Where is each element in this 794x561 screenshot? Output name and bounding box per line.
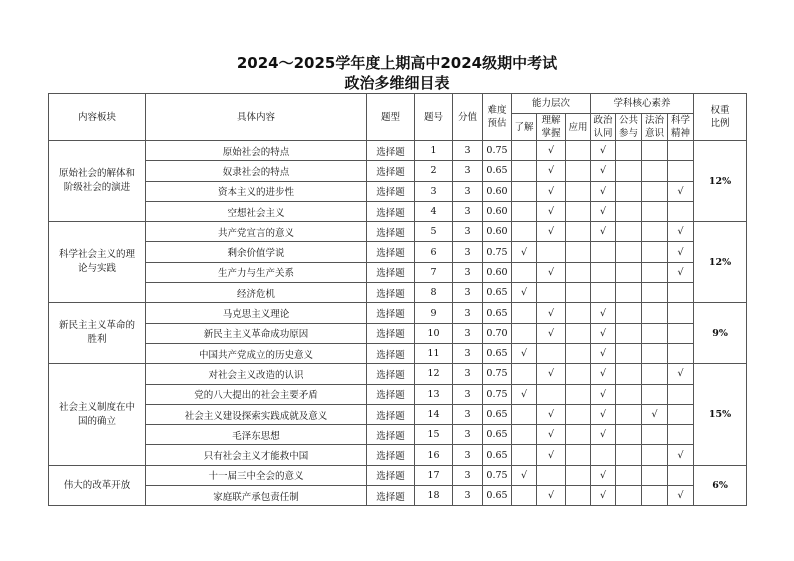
literacy-political-cell: √ (591, 343, 616, 363)
table-row (49, 384, 747, 404)
literacy-law-cell (642, 486, 668, 506)
table-row (49, 283, 747, 303)
table-row (49, 364, 747, 384)
score-cell: 3 (453, 303, 483, 323)
header-literacy-law (642, 114, 668, 141)
content-cell: 十一届三中全会的意义 (146, 465, 367, 485)
content-block-cell: 社会主义制度在中国的确立 (49, 364, 146, 465)
content-cell: 新民主主义革命成功原因 (146, 323, 367, 343)
question-type-cell: 选择题 (367, 404, 415, 424)
literacy-political-cell: √ (591, 404, 616, 424)
header-literacy-law-line1: 法治 (645, 115, 665, 126)
content-cell: 空想社会主义 (146, 201, 367, 221)
header-type: 题型 (367, 94, 415, 141)
literacy-law-cell (642, 262, 668, 282)
header-literacy: 学科核心素养 (591, 94, 694, 114)
ability-understand-cell (512, 364, 537, 384)
content-block-cell: 新民主主义革命的胜利 (49, 303, 146, 364)
ability-understand-cell: √ (512, 283, 537, 303)
ability-understand-cell (512, 222, 537, 242)
literacy-science-cell: √ (668, 262, 694, 282)
literacy-political-cell: √ (591, 323, 616, 343)
ability-understand-cell (512, 262, 537, 282)
header-difficulty-line1: 难度 (487, 105, 507, 116)
question-type-cell: 选择题 (367, 283, 415, 303)
ability-understand-cell (512, 161, 537, 181)
literacy-law-cell (642, 323, 668, 343)
difficulty-cell: 0.65 (483, 283, 512, 303)
question-number-cell: 14 (415, 404, 453, 424)
difficulty-cell: 0.60 (483, 222, 512, 242)
ability-apply-cell (566, 343, 591, 363)
question-type-cell: 选择题 (367, 141, 415, 161)
question-type-cell: 选择题 (367, 222, 415, 242)
literacy-law-cell (642, 425, 668, 445)
literacy-law-cell (642, 384, 668, 404)
table-row (49, 323, 747, 343)
table-row (49, 201, 747, 221)
difficulty-cell: 0.75 (483, 364, 512, 384)
score-cell: 3 (453, 201, 483, 221)
ability-understand-cell (512, 323, 537, 343)
difficulty-cell: 0.75 (483, 384, 512, 404)
header-ability-apply: 应用 (566, 114, 591, 141)
literacy-political-cell (591, 262, 616, 282)
content-block-cell: 原始社会的解体和阶级社会的演进 (49, 141, 146, 222)
difficulty-cell: 0.65 (483, 425, 512, 445)
content-cell: 只有社会主义才能救中国 (146, 445, 367, 465)
ability-comprehend-cell: √ (537, 323, 566, 343)
table-row (49, 425, 747, 445)
literacy-political-cell: √ (591, 161, 616, 181)
ability-apply-cell (566, 222, 591, 242)
header-literacy-public (616, 114, 642, 141)
question-type-cell: 选择题 (367, 465, 415, 485)
question-type-cell: 选择题 (367, 161, 415, 181)
literacy-public-cell (616, 364, 642, 384)
literacy-public-cell (616, 161, 642, 181)
content-cell: 原始社会的特点 (146, 141, 367, 161)
content-cell: 毛泽东思想 (146, 425, 367, 445)
literacy-law-cell (642, 222, 668, 242)
ability-understand-cell: √ (512, 242, 537, 262)
difficulty-cell: 0.60 (483, 262, 512, 282)
ability-understand-cell: √ (512, 343, 537, 363)
literacy-science-cell: √ (668, 445, 694, 465)
question-type-cell: 选择题 (367, 181, 415, 201)
ability-understand-cell (512, 201, 537, 221)
literacy-public-cell (616, 242, 642, 262)
question-type-cell: 选择题 (367, 242, 415, 262)
table-body (49, 141, 747, 506)
question-number-cell: 6 (415, 242, 453, 262)
document-subtitle: 政治多维细目表 (344, 74, 450, 92)
header-number: 题号 (415, 94, 453, 141)
literacy-law-cell (642, 445, 668, 465)
literacy-public-cell (616, 262, 642, 282)
header-weight-line2: 比例 (710, 118, 730, 129)
literacy-science-cell: √ (668, 364, 694, 384)
content-cell: 资本主义的进步性 (146, 181, 367, 201)
score-cell: 3 (453, 445, 483, 465)
table-row (49, 242, 747, 262)
weight-cell: 15% (694, 364, 747, 465)
difficulty-cell: 0.75 (483, 465, 512, 485)
ability-apply-cell (566, 161, 591, 181)
literacy-political-cell (591, 445, 616, 465)
literacy-public-cell (616, 181, 642, 201)
question-number-cell: 1 (415, 141, 453, 161)
table-row (49, 404, 747, 424)
content-cell: 奴隶社会的特点 (146, 161, 367, 181)
literacy-political-cell: √ (591, 222, 616, 242)
question-type-cell: 选择题 (367, 486, 415, 506)
score-cell: 3 (453, 141, 483, 161)
question-type-cell: 选择题 (367, 425, 415, 445)
score-cell: 3 (453, 283, 483, 303)
score-cell: 3 (453, 181, 483, 201)
header-literacy-science (668, 114, 694, 141)
ability-understand-cell (512, 181, 537, 201)
literacy-political-cell: √ (591, 201, 616, 221)
question-number-cell: 3 (415, 181, 453, 201)
question-number-cell: 13 (415, 384, 453, 404)
literacy-science-cell (668, 161, 694, 181)
content-block-cell: 伟大的改革开放 (49, 465, 146, 506)
header-literacy-political (591, 114, 616, 141)
question-type-cell: 选择题 (367, 384, 415, 404)
difficulty-cell: 0.65 (483, 161, 512, 181)
content-cell: 共产党宣言的意义 (146, 222, 367, 242)
ability-apply-cell (566, 384, 591, 404)
header-weight-line1: 权重 (710, 105, 730, 116)
weight-cell: 9% (694, 303, 747, 364)
ability-understand-cell: √ (512, 384, 537, 404)
header-ability-comprehend (537, 114, 566, 141)
ability-understand-cell (512, 141, 537, 161)
table-row (49, 222, 747, 242)
difficulty-cell: 0.75 (483, 141, 512, 161)
question-type-cell: 选择题 (367, 323, 415, 343)
ability-comprehend-cell: √ (537, 364, 566, 384)
literacy-law-cell (642, 181, 668, 201)
header-literacy-public-line2: 参与 (619, 128, 639, 139)
literacy-law-cell (642, 364, 668, 384)
ability-apply-cell (566, 486, 591, 506)
header-difficulty (483, 94, 512, 141)
question-type-cell: 选择题 (367, 364, 415, 384)
literacy-political-cell: √ (591, 384, 616, 404)
literacy-science-cell: √ (668, 242, 694, 262)
content-cell: 马克思主义理论 (146, 303, 367, 323)
header-literacy-public-line1: 公共 (619, 115, 639, 126)
content-block-cell: 科学社会主义的理论与实践 (49, 222, 146, 303)
literacy-political-cell: √ (591, 364, 616, 384)
specification-table (48, 93, 747, 506)
table-row (49, 262, 747, 282)
question-type-cell: 选择题 (367, 303, 415, 323)
question-number-cell: 5 (415, 222, 453, 242)
literacy-law-cell (642, 303, 668, 323)
ability-comprehend-cell: √ (537, 201, 566, 221)
question-number-cell: 11 (415, 343, 453, 363)
ability-comprehend-cell: √ (537, 161, 566, 181)
table-row (49, 161, 747, 181)
question-number-cell: 4 (415, 201, 453, 221)
question-number-cell: 18 (415, 486, 453, 506)
ability-comprehend-cell: √ (537, 425, 566, 445)
question-type-cell: 选择题 (367, 201, 415, 221)
ability-apply-cell (566, 262, 591, 282)
ability-comprehend-cell (537, 465, 566, 485)
question-type-cell: 选择题 (367, 262, 415, 282)
difficulty-cell: 0.65 (483, 445, 512, 465)
literacy-public-cell (616, 141, 642, 161)
header-content: 具体内容 (146, 94, 367, 141)
literacy-law-cell (642, 465, 668, 485)
ability-comprehend-cell: √ (537, 445, 566, 465)
ability-apply-cell (566, 445, 591, 465)
literacy-political-cell: √ (591, 303, 616, 323)
content-cell: 生产力与生产关系 (146, 262, 367, 282)
ability-comprehend-cell: √ (537, 404, 566, 424)
difficulty-cell: 0.65 (483, 343, 512, 363)
literacy-political-cell: √ (591, 465, 616, 485)
question-type-cell: 选择题 (367, 445, 415, 465)
document-title: 2024～2025学年度上期高中2024级期中考试 (236, 54, 558, 72)
question-number-cell: 9 (415, 303, 453, 323)
header-literacy-political-line1: 政治 (593, 115, 613, 126)
ability-comprehend-cell: √ (537, 141, 566, 161)
ability-comprehend-cell: √ (537, 262, 566, 282)
ability-comprehend-cell: √ (537, 303, 566, 323)
ability-apply-cell (566, 425, 591, 445)
question-number-cell: 10 (415, 323, 453, 343)
literacy-law-cell (642, 242, 668, 262)
ability-apply-cell (566, 364, 591, 384)
difficulty-cell: 0.70 (483, 323, 512, 343)
content-cell: 社会主义建设探索实践成就及意义 (146, 404, 367, 424)
literacy-science-cell: √ (668, 181, 694, 201)
literacy-science-cell (668, 323, 694, 343)
question-number-cell: 12 (415, 364, 453, 384)
ability-apply-cell (566, 303, 591, 323)
literacy-political-cell: √ (591, 141, 616, 161)
literacy-public-cell (616, 283, 642, 303)
difficulty-cell: 0.60 (483, 181, 512, 201)
literacy-public-cell (616, 384, 642, 404)
ability-apply-cell (566, 465, 591, 485)
ability-understand-cell (512, 486, 537, 506)
literacy-public-cell (616, 404, 642, 424)
content-cell: 中国共产党成立的历史意义 (146, 343, 367, 363)
ability-understand-cell (512, 404, 537, 424)
header-block: 内容板块 (49, 94, 146, 141)
literacy-public-cell (616, 222, 642, 242)
literacy-science-cell: √ (668, 486, 694, 506)
difficulty-cell: 0.65 (483, 303, 512, 323)
question-number-cell: 15 (415, 425, 453, 445)
question-number-cell: 16 (415, 445, 453, 465)
score-cell: 3 (453, 222, 483, 242)
literacy-political-cell: √ (591, 425, 616, 445)
ability-apply-cell (566, 283, 591, 303)
score-cell: 3 (453, 242, 483, 262)
ability-comprehend-cell (537, 242, 566, 262)
header-weight (694, 94, 747, 141)
literacy-public-cell (616, 303, 642, 323)
difficulty-cell: 0.60 (483, 201, 512, 221)
content-cell: 对社会主义改造的认识 (146, 364, 367, 384)
ability-understand-cell: √ (512, 465, 537, 485)
literacy-science-cell (668, 465, 694, 485)
content-cell: 党的八大提出的社会主要矛盾 (146, 384, 367, 404)
literacy-science-cell (668, 303, 694, 323)
header-ability-understand: 了解 (512, 114, 537, 141)
literacy-political-cell (591, 283, 616, 303)
weight-cell: 12% (694, 141, 747, 222)
table-row (49, 445, 747, 465)
ability-comprehend-cell: √ (537, 181, 566, 201)
header-ability-comprehend-line2: 掌握 (541, 128, 561, 139)
ability-apply-cell (566, 201, 591, 221)
score-cell: 3 (453, 425, 483, 445)
header-literacy-political-line2: 认同 (593, 128, 613, 139)
content-cell: 剩余价值学说 (146, 242, 367, 262)
literacy-public-cell (616, 425, 642, 445)
literacy-law-cell (642, 201, 668, 221)
literacy-public-cell (616, 465, 642, 485)
literacy-political-cell (591, 242, 616, 262)
ability-understand-cell (512, 445, 537, 465)
literacy-public-cell (616, 445, 642, 465)
literacy-law-cell (642, 343, 668, 363)
table-row (49, 486, 747, 506)
score-cell: 3 (453, 486, 483, 506)
score-cell: 3 (453, 384, 483, 404)
ability-apply-cell (566, 323, 591, 343)
score-cell: 3 (453, 161, 483, 181)
literacy-science-cell (668, 201, 694, 221)
header-literacy-science-line1: 科学 (671, 115, 691, 126)
content-cell: 家庭联产承包责任制 (146, 486, 367, 506)
table-row (49, 181, 747, 201)
question-number-cell: 7 (415, 262, 453, 282)
literacy-science-cell (668, 404, 694, 424)
literacy-science-cell (668, 141, 694, 161)
literacy-law-cell: √ (642, 404, 668, 424)
literacy-law-cell (642, 283, 668, 303)
literacy-law-cell (642, 161, 668, 181)
ability-comprehend-cell (537, 283, 566, 303)
ability-comprehend-cell (537, 343, 566, 363)
ability-understand-cell (512, 425, 537, 445)
question-number-cell: 2 (415, 161, 453, 181)
score-cell: 3 (453, 465, 483, 485)
ability-understand-cell (512, 303, 537, 323)
literacy-public-cell (616, 486, 642, 506)
score-cell: 3 (453, 404, 483, 424)
literacy-science-cell (668, 384, 694, 404)
ability-comprehend-cell: √ (537, 222, 566, 242)
question-number-cell: 17 (415, 465, 453, 485)
ability-apply-cell (566, 181, 591, 201)
header-literacy-law-line2: 意识 (645, 128, 665, 139)
ability-apply-cell (566, 404, 591, 424)
literacy-science-cell (668, 343, 694, 363)
table-row (49, 465, 747, 485)
ability-apply-cell (566, 242, 591, 262)
literacy-public-cell (616, 201, 642, 221)
literacy-science-cell: √ (668, 222, 694, 242)
difficulty-cell: 0.65 (483, 486, 512, 506)
literacy-public-cell (616, 323, 642, 343)
table-row (49, 303, 747, 323)
literacy-law-cell (642, 141, 668, 161)
header-score: 分值 (453, 94, 483, 141)
content-cell: 经济危机 (146, 283, 367, 303)
literacy-public-cell (616, 343, 642, 363)
score-cell: 3 (453, 262, 483, 282)
header-ability: 能力层次 (512, 94, 591, 114)
score-cell: 3 (453, 323, 483, 343)
score-cell: 3 (453, 343, 483, 363)
weight-cell: 6% (694, 465, 747, 506)
table-row (49, 343, 747, 363)
question-type-cell: 选择题 (367, 343, 415, 363)
ability-comprehend-cell (537, 384, 566, 404)
table-row (49, 141, 747, 161)
weight-cell: 12% (694, 222, 747, 303)
question-number-cell: 8 (415, 283, 453, 303)
header-difficulty-line2: 预估 (487, 118, 507, 129)
ability-comprehend-cell: √ (537, 486, 566, 506)
literacy-political-cell: √ (591, 486, 616, 506)
difficulty-cell: 0.75 (483, 242, 512, 262)
literacy-political-cell: √ (591, 181, 616, 201)
header-ability-comprehend-line1: 理解 (541, 115, 561, 126)
ability-apply-cell (566, 141, 591, 161)
literacy-science-cell (668, 425, 694, 445)
score-cell: 3 (453, 364, 483, 384)
difficulty-cell: 0.65 (483, 404, 512, 424)
header-literacy-science-line2: 精神 (671, 128, 691, 139)
literacy-science-cell (668, 283, 694, 303)
